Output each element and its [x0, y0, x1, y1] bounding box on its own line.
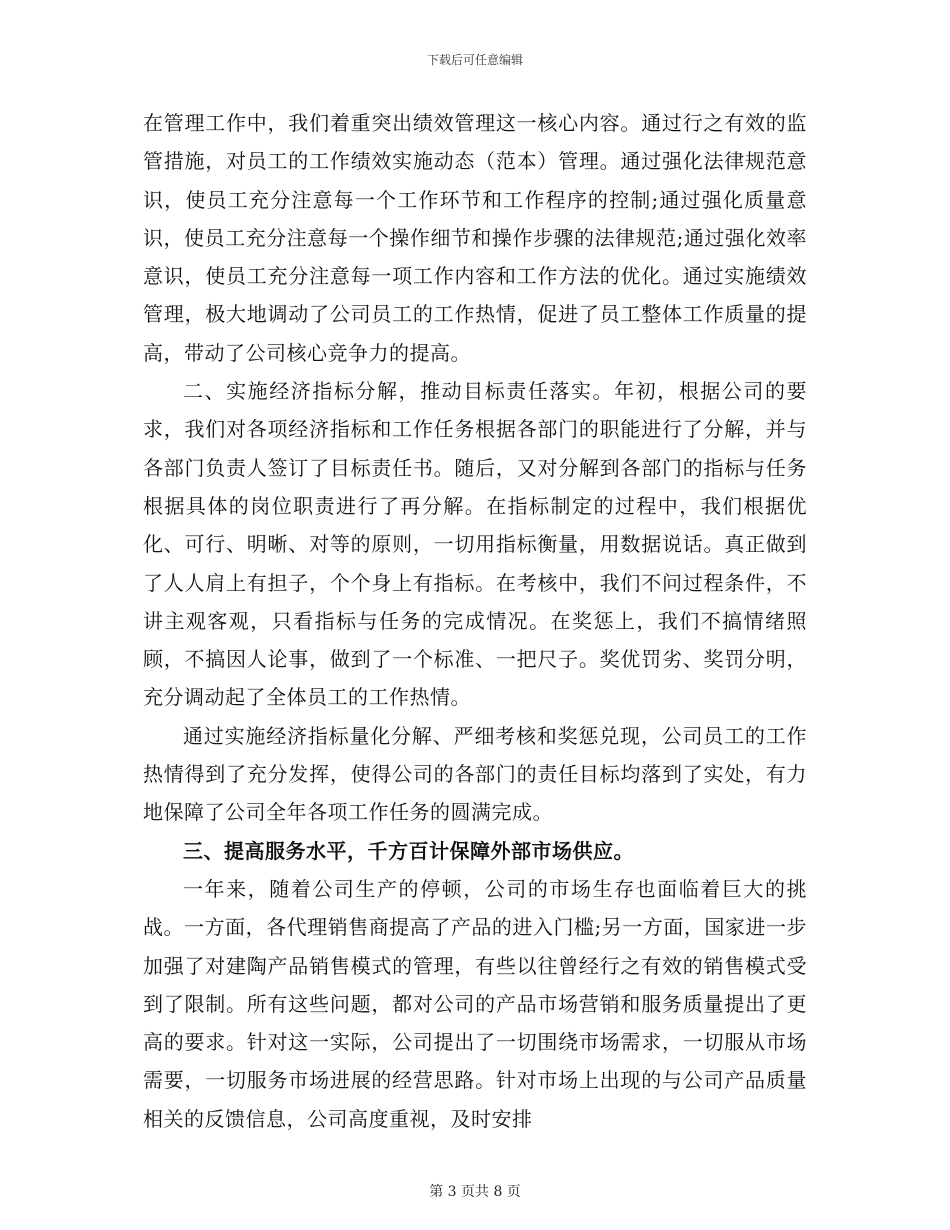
paragraph-market-challenges: 一年来，随着公司生产的停顿，公司的市场生存也面临着巨大的挑战。一方面，各代理销售商提高了产品的进入门槛;另一方面，国家进一步加强了对建陶产品销售模式的管理，有些以往曾经行之有效的销售模式受到了限制。所有这些问题，都对公司的产品市场营销和服务质量提出了更高的要求。针对这一实际，公司提出了一切围绕市场需求，一切服从市场需要，一切服务市场进展的经营思路。针对市场上出现的与公司产品质量相关的反馈信息，公司高度重视，及时安排 [143, 876, 807, 1131]
section-heading-three: 三、提高服务水平，千方百计保障外部市场供应。 [183, 838, 634, 863]
paragraph-performance-management: 在管理工作中，我们着重突出绩效管理这一核心内容。通过行之有效的监管措施，对员工的工作绩效实施动态（范本）管理。通过强化法律规范意识，使员工充分注意每一个工作环节和工作程序的控制;通过强化质量意识，使员工充分注意每一个操作细节和操作步骤的法律规范;通过强化效率意识，使员工充分注意每一项工作内容和工作方法的优化。通过实施绩效管理，极大地调动了公司员工的工作热情，促进了员工整体工作质量的提高，带动了公司核心竞争力的提高。 [143, 111, 807, 365]
paragraph-section-two: 二、实施经济指标分解，推动目标责任落实。年初，根据公司的要求，我们对各项经济指标和工作任务根据各部门的职能进行了分解，并与各部门负责人签订了目标责任书。随后，又对分解到各部门的指标与任务根据具体的岗位职责进行了再分解。在指标制定的过程中，我们根据优化、可行、明晰、对等的原则，一切用指标衡量，用数据说话。真正做到了人人肩上有担子，个个身上有指标。在考核中，我们不问过程条件，不讲主观客观，只看指标与任务的完成情况。在奖惩上，我们不搞情绪照顾，不搞因人论事，做到了一个标准、一把尺子。奖优罚劣、奖罚分明，充分调动起了全体员工的工作热情。 [143, 379, 807, 710]
page-number-footer: 第 3 页共 8 页 [429, 1184, 521, 1200]
page-header: 下载后可任意编辑 [426, 53, 523, 67]
paragraph-section-two-summary: 通过实施经济指标量化分解、严细考核和奖惩兑现，公司员工的工作热情得到了充分发挥，使得公司的各部门的责任目标均落到了实处，有力地保障了公司全年各项工作任务的圆满完成。 [143, 723, 807, 825]
document-body [143, 104, 807, 1138]
